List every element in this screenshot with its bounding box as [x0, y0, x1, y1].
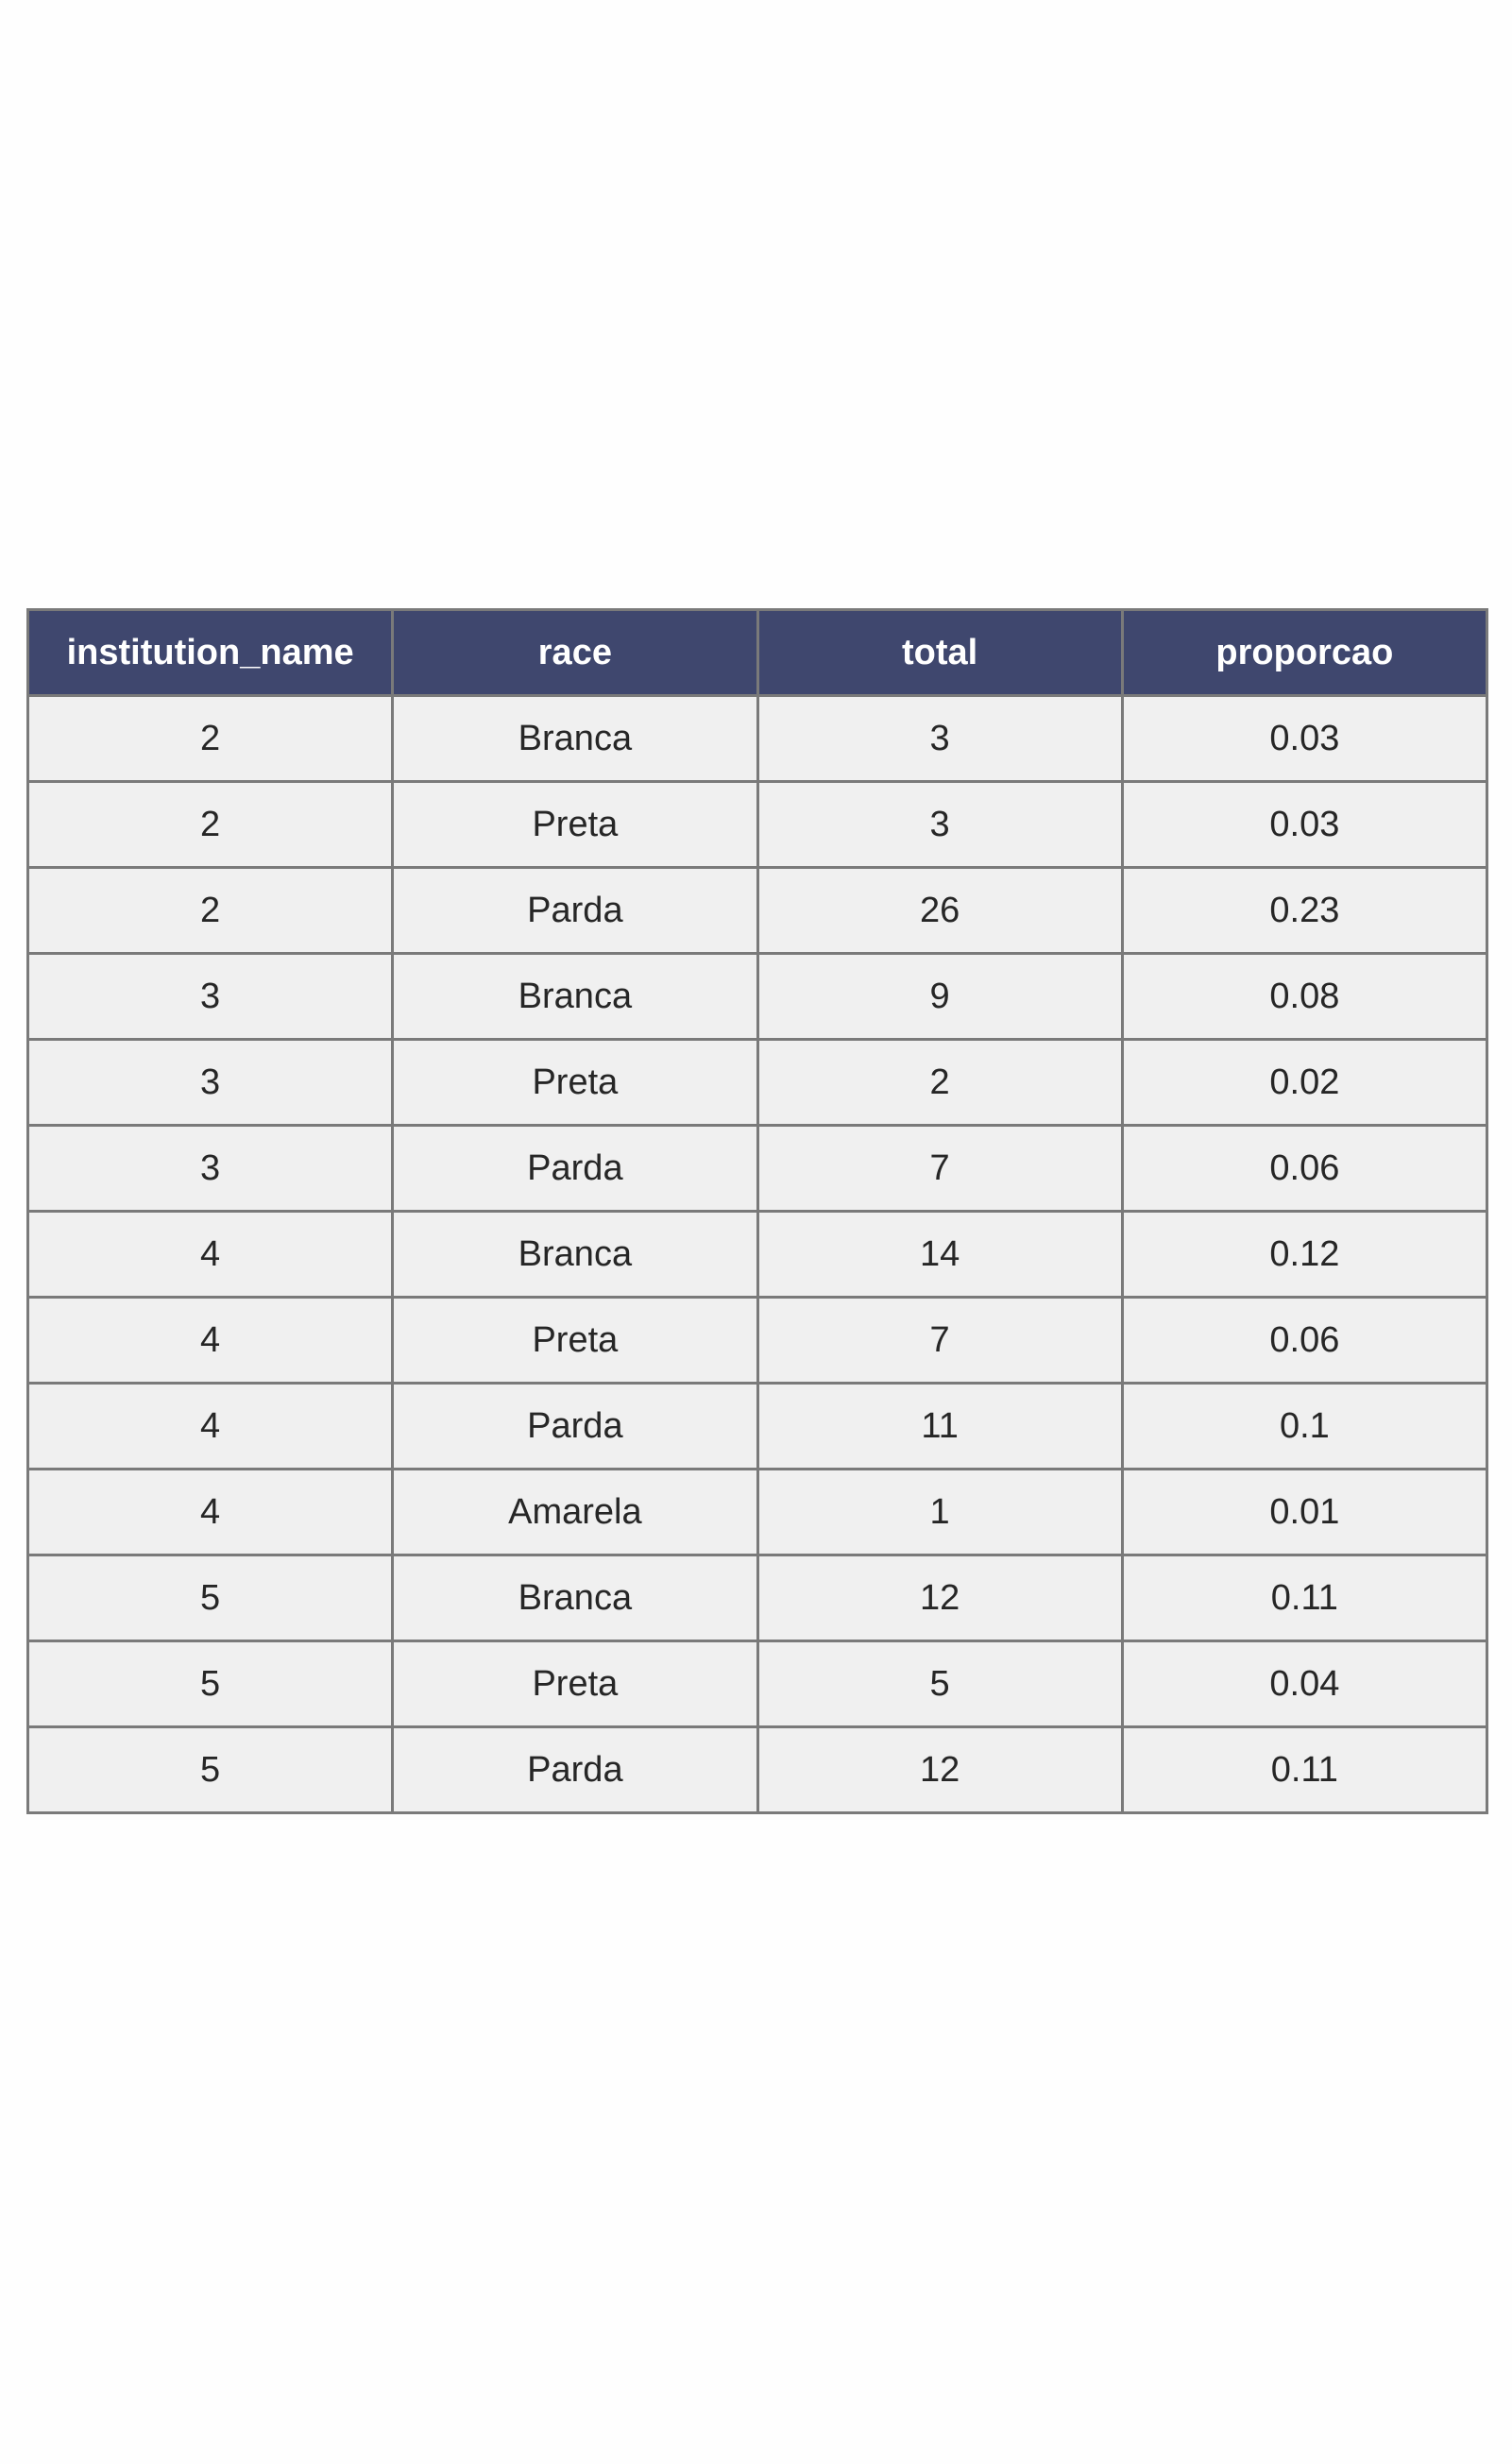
- table-cell-institution-name: 2: [28, 696, 393, 782]
- table-header-row: [28, 610, 1487, 696]
- table-row: [28, 1384, 1487, 1470]
- table-cell-institution-name: 5: [28, 1555, 393, 1641]
- table-cell-institution-name: 2: [28, 868, 393, 954]
- table-cell-proporcao: 0.06: [1122, 1126, 1487, 1212]
- table-row: [28, 868, 1487, 954]
- table-cell-proporcao: 0.1: [1122, 1384, 1487, 1470]
- table-cell-proporcao: 0.04: [1122, 1641, 1487, 1727]
- table-cell-race: Amarela: [393, 1470, 757, 1555]
- table-cell-total: 7: [757, 1298, 1122, 1384]
- table-cell-race: Parda: [393, 1126, 757, 1212]
- table-cell-race: Preta: [393, 1040, 757, 1126]
- column-header-proporcao: proporcao: [1122, 610, 1487, 696]
- table-cell-race: Branca: [393, 1555, 757, 1641]
- table-cell-institution-name: 2: [28, 782, 393, 868]
- data-table-container: [26, 608, 1488, 1814]
- table-cell-institution-name: 4: [28, 1384, 393, 1470]
- table-row: [28, 1727, 1487, 1813]
- table-row: [28, 1470, 1487, 1555]
- table-cell-institution-name: 4: [28, 1470, 393, 1555]
- table-cell-institution-name: 4: [28, 1212, 393, 1298]
- table-cell-total: 3: [757, 696, 1122, 782]
- table-row: [28, 782, 1487, 868]
- table-cell-total: 12: [757, 1555, 1122, 1641]
- column-header-total: total: [757, 610, 1122, 696]
- table-cell-total: 3: [757, 782, 1122, 868]
- table-body: [28, 696, 1487, 1813]
- column-header-race: race: [393, 610, 757, 696]
- table-cell-total: 9: [757, 954, 1122, 1040]
- table-row: [28, 1212, 1487, 1298]
- table-row: [28, 1126, 1487, 1212]
- table-cell-total: 1: [757, 1470, 1122, 1555]
- table-cell-race: Preta: [393, 1641, 757, 1727]
- table-cell-proporcao: 0.01: [1122, 1470, 1487, 1555]
- table-cell-total: 14: [757, 1212, 1122, 1298]
- table-cell-proporcao: 0.03: [1122, 696, 1487, 782]
- table-cell-institution-name: 5: [28, 1727, 393, 1813]
- table-cell-proporcao: 0.23: [1122, 868, 1487, 954]
- table-cell-total: 2: [757, 1040, 1122, 1126]
- table-cell-race: Parda: [393, 1727, 757, 1813]
- table-row: [28, 696, 1487, 782]
- table-cell-race: Preta: [393, 782, 757, 868]
- table-cell-total: 11: [757, 1384, 1122, 1470]
- table-cell-proporcao: 0.11: [1122, 1555, 1487, 1641]
- table-cell-total: 7: [757, 1126, 1122, 1212]
- table-cell-proporcao: 0.03: [1122, 782, 1487, 868]
- table-row: [28, 954, 1487, 1040]
- table-cell-total: 12: [757, 1727, 1122, 1813]
- table-cell-total: 5: [757, 1641, 1122, 1727]
- table-row: [28, 1040, 1487, 1126]
- table-cell-institution-name: 3: [28, 1040, 393, 1126]
- table-cell-proporcao: 0.08: [1122, 954, 1487, 1040]
- table-cell-proporcao: 0.02: [1122, 1040, 1487, 1126]
- table-cell-institution-name: 4: [28, 1298, 393, 1384]
- table-cell-race: Preta: [393, 1298, 757, 1384]
- table-cell-proporcao: 0.11: [1122, 1727, 1487, 1813]
- column-header-institution-name: institution_name: [28, 610, 393, 696]
- table-cell-proporcao: 0.12: [1122, 1212, 1487, 1298]
- table-cell-race: Branca: [393, 696, 757, 782]
- table-cell-institution-name: 3: [28, 1126, 393, 1212]
- table-row: [28, 1298, 1487, 1384]
- table-row: [28, 1641, 1487, 1727]
- table-cell-race: Parda: [393, 1384, 757, 1470]
- table-cell-proporcao: 0.06: [1122, 1298, 1487, 1384]
- table-cell-total: 26: [757, 868, 1122, 954]
- table-row: [28, 1555, 1487, 1641]
- table-cell-race: Branca: [393, 954, 757, 1040]
- data-table: [26, 608, 1488, 1814]
- table-cell-race: Parda: [393, 868, 757, 954]
- table-cell-race: Branca: [393, 1212, 757, 1298]
- table-cell-institution-name: 5: [28, 1641, 393, 1727]
- table-cell-institution-name: 3: [28, 954, 393, 1040]
